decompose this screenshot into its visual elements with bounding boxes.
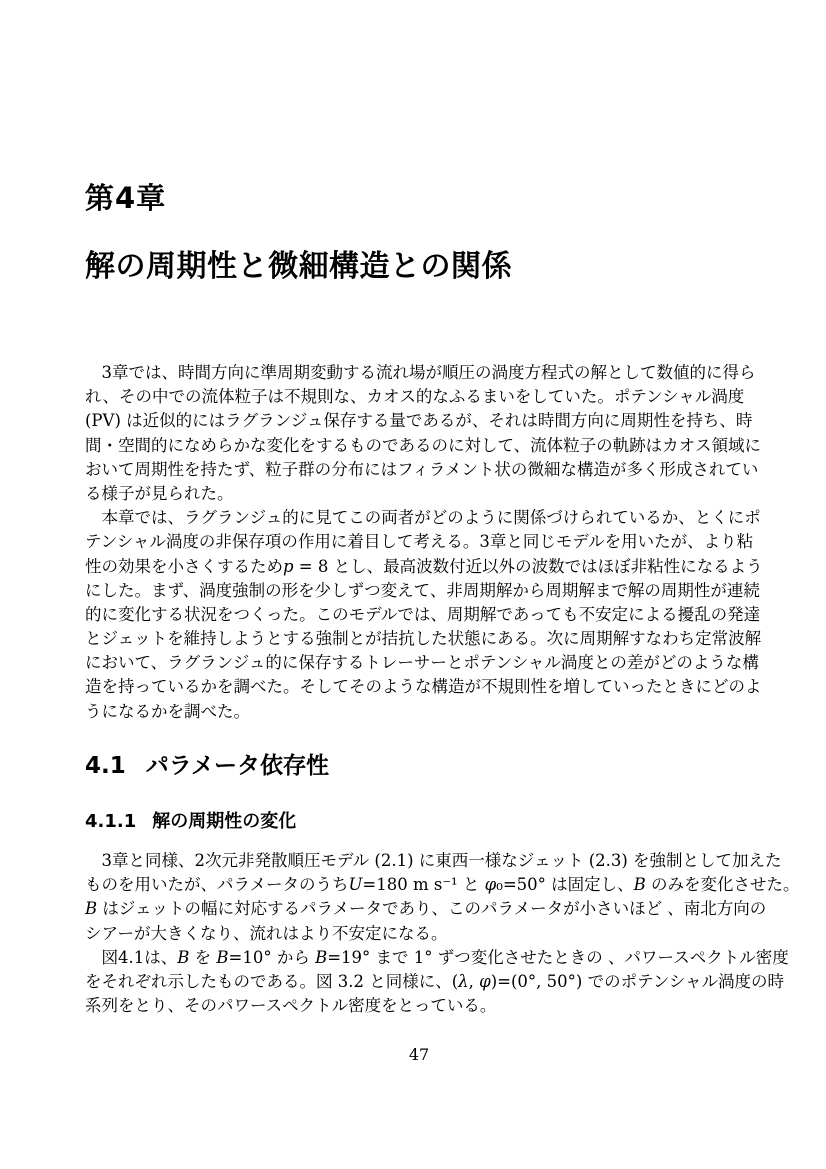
paragraph-chapter-intro-1 <box>85 361 762 506</box>
section-4-1-title: パラメータ依存性 <box>145 753 330 779</box>
text-line: ものを用いたが、パラメータのうちU=180 m s⁻¹ と φ₀=50° は固定し、B のみを変化させた。 <box>85 875 800 895</box>
text-line: うになるかを調べた。 <box>85 701 250 721</box>
text-line: シアーが大きくなり、流れはより不安定になる。 <box>85 923 448 943</box>
subsection-4-1-1-title: 解の周期性の変化 <box>152 811 297 832</box>
text-line: 造を持っているかを調べた。そしてそのような構造が不規則性を増していったときにどのよ <box>85 677 762 697</box>
chapter-title-heading: 解の周期性と微細構造との関係 <box>85 249 512 284</box>
subsection-4-1-1-text-block <box>85 849 800 1018</box>
section-4-1-number: 4.1 <box>85 753 126 779</box>
text-line: 的に変化する状況をつくった。このモデルでは、周期解であっても不安定による擾乱の発達 <box>85 604 761 624</box>
text-line: において、ラグランジュ的に保存するトレーサーとポテンシャル渦度との差がどのような構 <box>85 653 759 673</box>
section-4-1-heading <box>85 754 329 779</box>
text-line: とジェットを維持しようとする強制とが拮抗した状態にある。次に周期解すなわち定常波解 <box>85 629 762 649</box>
text-line: 間・空間的になめらかな変化をするものであるのに対して、流体粒子の軌跡はカオス領域に <box>85 435 762 455</box>
subsection-4-1-1-number: 4.1.1 <box>85 811 137 832</box>
text-line: れ、その中での流体粒子は不規則な、カオス的なふるまいをしていた。ポテンシャル渦度 <box>85 387 745 407</box>
page-number: 47 <box>408 1045 430 1064</box>
text-line: 3章では、時間方向に準周期変動する流れ場が順圧の渦度方程式の解として数値的に得ら <box>85 363 756 382</box>
text-line: をそれぞれ示したものである。図 3.2 と同様に、(λ, φ)=(0°, 50°) でのポテンシャル渦度の時 <box>85 971 785 991</box>
paragraph-chapter-intro-2 <box>85 506 763 724</box>
text-line: 3章と同様、2次元非発散順圧モデル (2.1) に東西一様なジェット (2.3) を強制として加えた <box>85 851 782 870</box>
chapter-number-heading: 第4章 <box>85 181 167 215</box>
text-line: B はジェットの幅に対応するパラメータであり、このパラメータが小さいほど 、南北方向の <box>85 899 767 919</box>
text-line: 系列をとり、そのパワースペクトル密度をとっている。 <box>85 996 497 1016</box>
text-line: にした。まず、渦度強制の形を少しずつ変えて、非周期解から周期解まで解の周期性が連続 <box>85 580 760 600</box>
paragraph-4-1-1-body <box>85 849 800 1018</box>
text-line: る様子が見られた。 <box>85 483 234 503</box>
text-line: テンシャル渦度の非保存項の作用に着目して考える。3章と同じモデルを用いたが、より粘 <box>85 532 754 552</box>
text-line: 図4.1は、B を B=10° から B=19° まで 1° ずつ変化させたときの 、パワースペクトル密度 <box>85 947 789 967</box>
subsection-4-1-1-heading <box>85 812 296 832</box>
chapter-intro-text-block <box>85 361 763 724</box>
text-line: 性の効果を小さくするためp = 8 とし、最高波数付近以外の波数ではほぼ非粘性になるよう <box>85 556 763 576</box>
text-line: (PV) は近似的にはラグランジュ保存する量であるが、それは時間方向に周期性を持ち、時 <box>85 411 753 431</box>
text-line: おいて周期性を持たず、粒子群の分布にはフィラメント状の微細な構造が多く形成されてい <box>85 459 759 479</box>
text-line: 本章では、ラグランジュ的に見てこの両者がどのように関係づけられているか、とくにポ <box>85 508 761 528</box>
